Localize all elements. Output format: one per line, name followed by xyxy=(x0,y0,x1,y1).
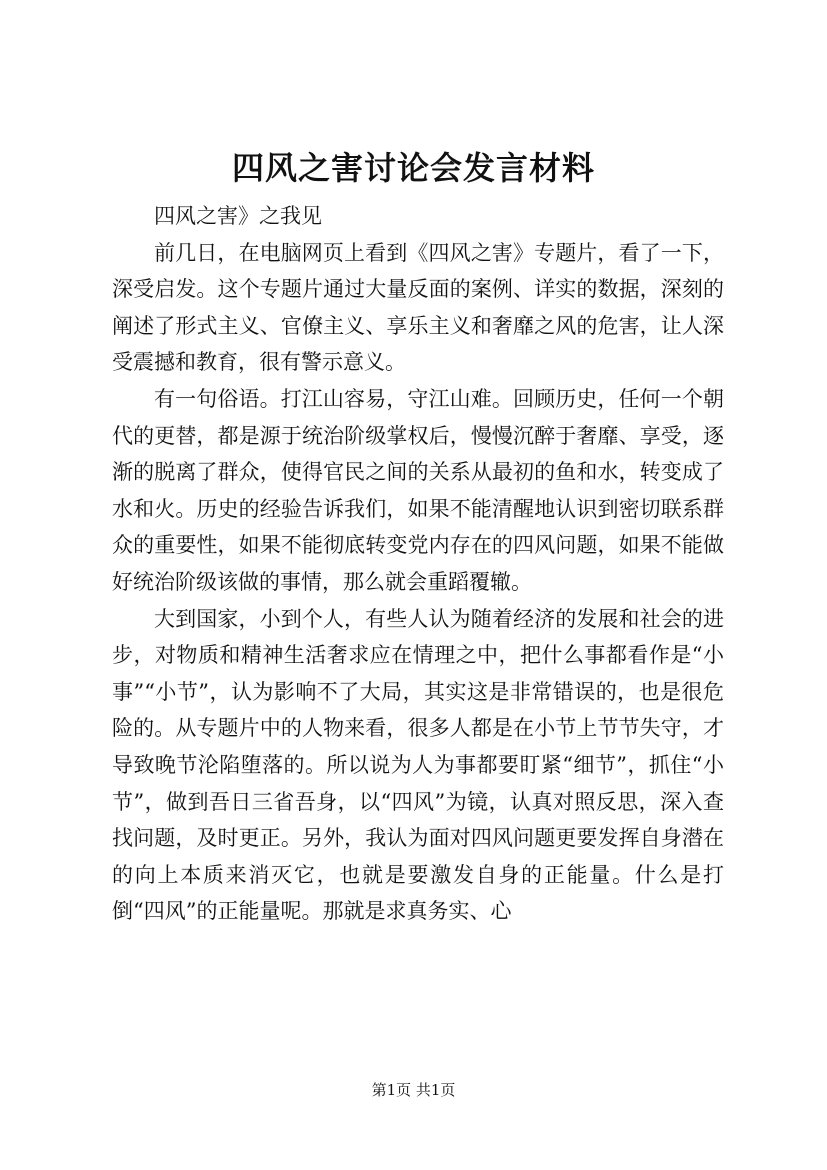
paragraph-subtitle: 四风之害》之我见 xyxy=(154,204,322,228)
page-number: 第1页 共1页 xyxy=(371,1081,456,1099)
paragraph-details: 大到国家，小到个人，有些人认为随着经济的发展和社会的进步，对物质和精神生活奢求应在情理之中，把什么事都看作是“小事”“小节”，认为影响不了大局，其实这是非常错误的，也是很危险的。从专题片中的人物来看，很多人都是在小节上节节失守，才导致晚节沦陷堕落的。所以说为人为事都要盯紧“细节”，抓住“小节”，做到吾日三省吾身，以“四风”为镜，认真对照反思，深入查找问题，及时更正。另外，我认为面对四风问题更要发挥自身潜在的向上本质来消灭它，也就是要激发自身的正能量。什么是打倒“四风”的正能量呢。那就是求真务实、心 xyxy=(112,606,724,924)
document-body xyxy=(112,198,724,930)
paragraph-intro: 前几日，在电脑网页上看到《四风之害》专题片，看了一下，深受启发。这个专题片通过大量反面的案例、详实的数据，深刻的阐述了形式主义、官僚主义、享乐主义和奢靡之风的危害，让人深受震撼和教育，很有警示意义。 xyxy=(112,240,724,375)
paragraph-history: 有一句俗语。打江山容易，守江山难。回顾历史，任何一个朝代的更替，都是源于统治阶级掌权后，慢慢沉醉于奢靡、享受，逐渐的脱离了群众，使得官民之间的关系从最初的鱼和水，转变成了水和火。历史的经验告诉我们，如果不能清醒地认识到密切联系群众的重要性，如果不能彻底转变党内存在的四风问题，如果不能做好统治阶级该做的事情，那么就会重蹈覆辙。 xyxy=(112,386,724,594)
page-footer xyxy=(0,1080,827,1100)
document-title: 四风之害讨论会发言材料 xyxy=(231,149,595,187)
